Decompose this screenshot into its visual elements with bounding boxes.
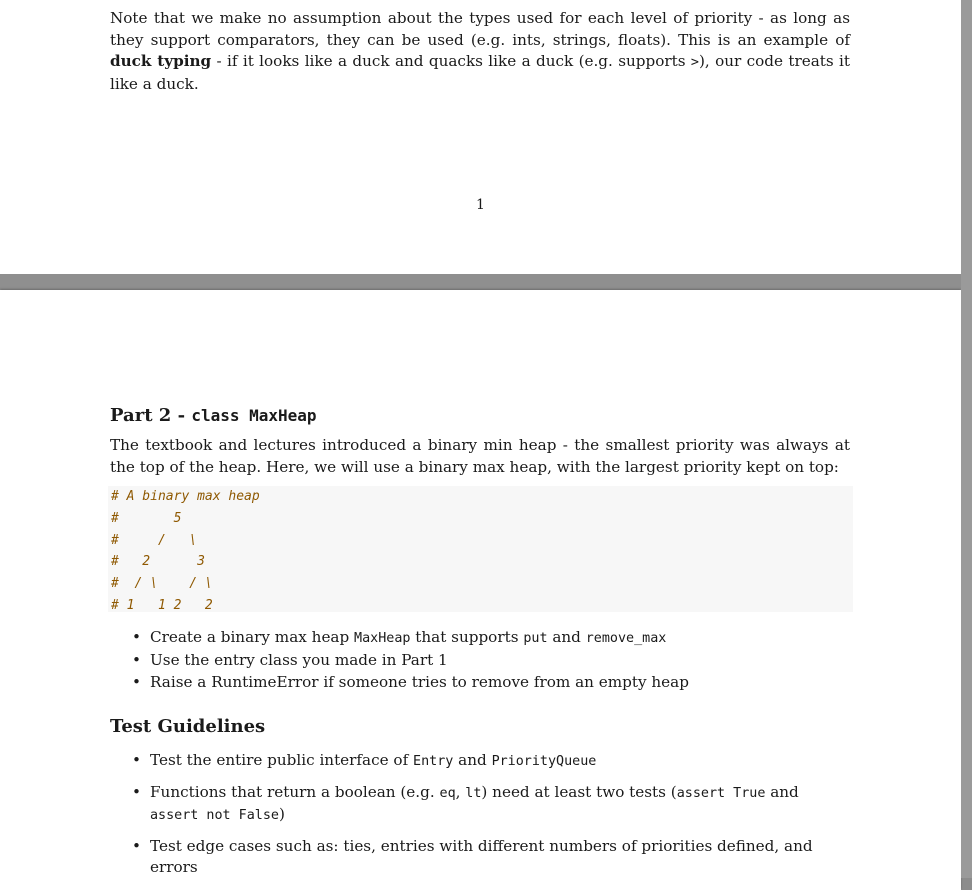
inline-code: remove_max — [585, 631, 667, 646]
viewer-scroll-edge — [961, 0, 972, 878]
note-text: ), our code treats it like a duck. — [110, 52, 851, 93]
code-line: # / \ — [111, 532, 198, 548]
page-number: 1 — [476, 197, 485, 213]
pdf-page-2 — [0, 290, 961, 890]
pdf-page-1 — [0, 0, 961, 274]
list-item — [150, 782, 850, 827]
note-text: Note that we make no assumption about the types used for each level of priority - as long as they support comparators, they can be used (e.g. ints, strings, floats). This is an example of — [110, 9, 850, 49]
list-text: Create a binary max heap — [150, 628, 355, 646]
requirements-list — [110, 627, 850, 694]
list-text: ) — [279, 805, 285, 823]
inline-code: PriorityQueue — [491, 754, 597, 769]
inline-code: lt — [465, 785, 482, 801]
inline-code: assert not False — [150, 808, 279, 823]
test-guidelines-list — [110, 750, 850, 888]
inline-code: assert True — [676, 785, 766, 801]
test-guidelines-heading: Test Guidelines — [110, 716, 266, 737]
list-text: and — [453, 751, 492, 769]
inline-code: put — [523, 631, 548, 646]
list-text: Test the entire public interface of — [150, 751, 414, 769]
code-line: # A binary max heap — [111, 489, 260, 504]
list-item — [150, 750, 850, 773]
list-text: ) need at least two tests ( — [481, 782, 677, 801]
duck-typing-term: duck typing — [110, 52, 212, 70]
note-text: - if it looks like a duck and quacks like a duck (e.g. supports — [211, 52, 691, 70]
inline-code: MaxHeap — [354, 631, 411, 646]
intro-paragraph: The textbook and lectures introduced a binary min heap - the smallest priority was always at the top of the heap. Here, we will use a binary max heap, with the largest priority kept on top: — [110, 436, 850, 476]
code-block-text — [108, 486, 853, 617]
heading-text: Part 2 - — [110, 405, 192, 426]
inline-code: eq — [439, 785, 456, 801]
heading-code: class MaxHeap — [191, 406, 317, 425]
list-item: • Test edge cases such as: ties, entries with different numbers of priorities defined, and errors — [150, 836, 850, 879]
list-item — [150, 627, 850, 650]
code-block — [108, 486, 853, 612]
code-line: # 2 3 — [111, 554, 205, 570]
list-item: • Use the entry class you made in Part 1 — [150, 650, 850, 672]
inline-code: > — [690, 55, 699, 70]
part2-heading — [110, 405, 317, 427]
code-line: # / \ / \ — [111, 576, 213, 592]
list-item: • Raise a RuntimeError if someone tries to remove from an empty heap — [150, 672, 850, 694]
page-gap — [0, 274, 972, 290]
list-text: that supports — [410, 628, 524, 646]
inline-code: Entry — [413, 754, 454, 769]
note-paragraph — [110, 8, 850, 95]
list-text: and — [765, 782, 799, 801]
list-text: Functions that return a boolean (e.g. — [150, 782, 440, 801]
list-text: , — [455, 782, 466, 801]
list-text: and — [547, 628, 586, 646]
code-line: # 1 1 2 2 — [111, 597, 213, 613]
code-line: # 5 — [111, 510, 182, 526]
